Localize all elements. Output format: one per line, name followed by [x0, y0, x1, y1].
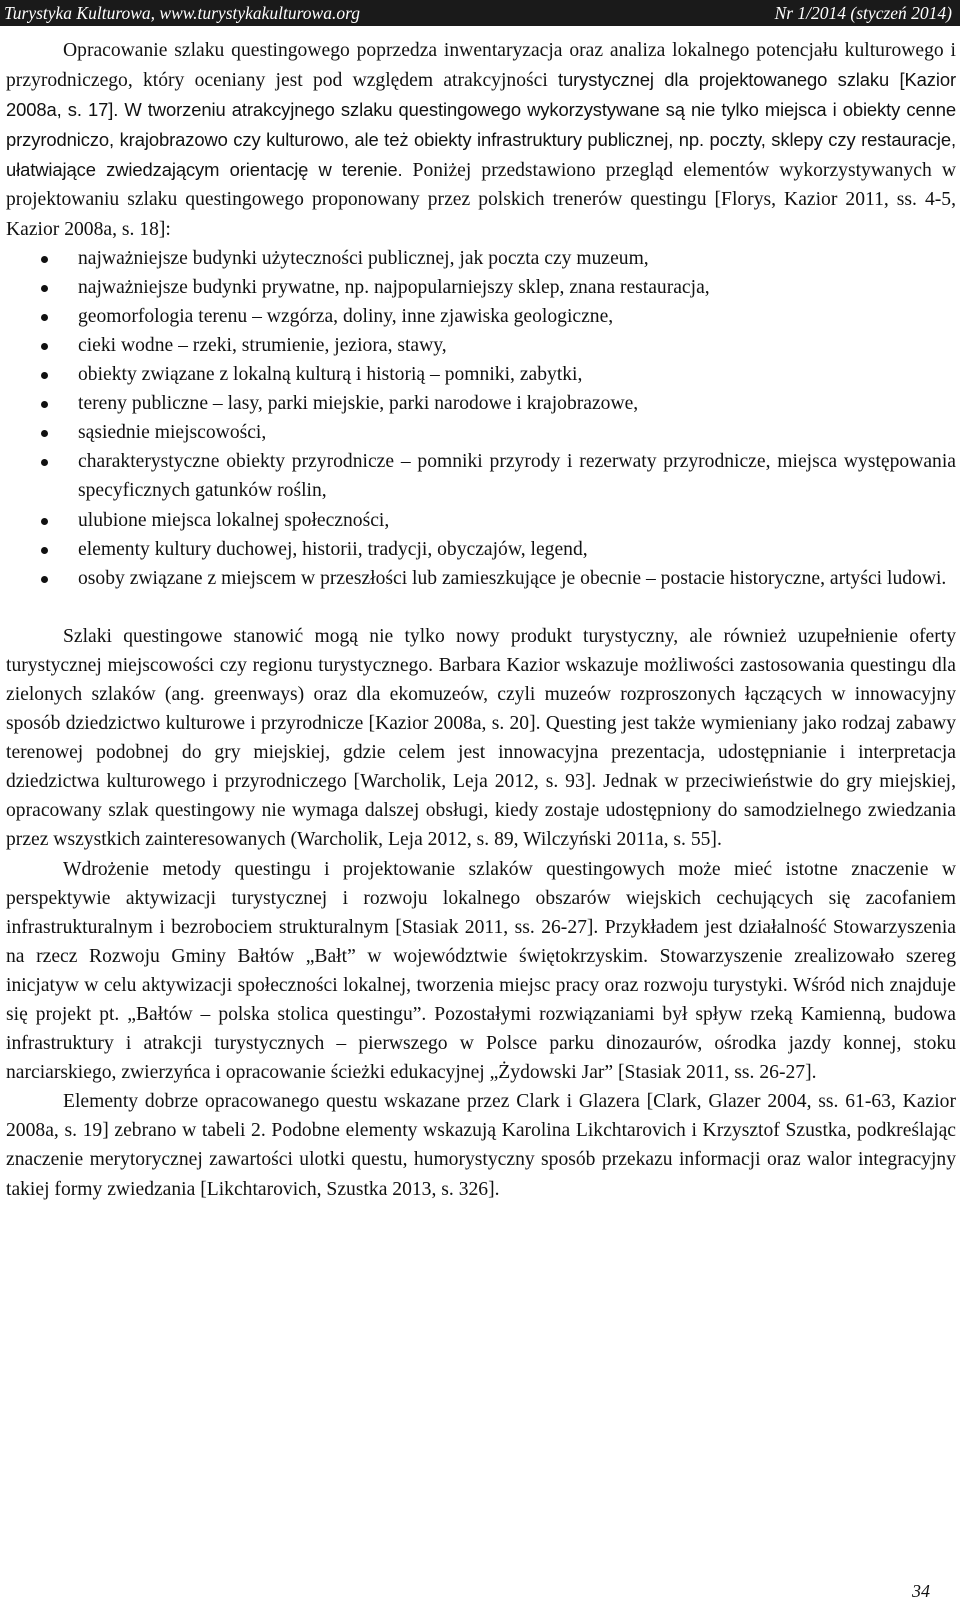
running-header [0, 0, 960, 26]
paragraph-questing-trails: Szlaki questingowe stanowić mogą nie tylko nowy produkt turystyczny, ale również uzupełnienie oferty turystycznej miejscowości czy regionu turystycznego. Barbara Kazior wskazuje możliwości zastosowania questingu dla zielonych szlaków (ang. greenways) oraz dla ekomuzeów, czyli muzeów rozproszonych łączących w innowacyjny sposób dziedzictwo kulturowe i przyrodnicze [Kazior 2008a, s. 20]. Questing jest także wymieniany jako rodzaj zabawy terenowej podobnej do gry miejskiej, gdzie celem jest innowacyjna prezentacja, udostępnianie i interpretacja dziedzictwa kulturowego i przyrodniczego [Warcholik, Leja 2012, s. 93]. Jednak w przeciwieństwie do gry miejskiej, opracowany szlak questingowy nie wymaga dalszej obsługi, kiedy zostaje udostępniony do samodzielnego zwiedzania przez wszystkich zainteresowanych (Warcholik, Leja 2012, s. 89, Wilczyński 2011a, s. 55]. [6, 625, 956, 851]
elements-list [6, 244, 956, 593]
paragraph-intro [6, 36, 956, 244]
bullet-icon [41, 459, 48, 466]
paragraph-intro-part-b: turystycznej dla projektowanego szlaku [Kazior 2008a, s. 17] [6, 69, 956, 121]
paragraph-implementation: Wdrożenie metody questingu i projektowanie szlaków questingowych może mieć istotne znaczenie w perspektywie aktywizacji turystycznej i rozwoju lokalnego obszarów wiejskich cechujących się zacofaniem infrastrukturalnym i bezrobociem strukturalnym [Stasiak 2011, ss. 26-27]. Przykładem jest działalność Stowarzyszenia na rzecz Rozwoju Gminy Bałtów „Bałt” w województwie świętokrzyskim. Stowarzyszenie zrealizowało szereg inicjatyw w celu aktywizacji społeczności lokalnej, tworzenia miejsc pracy oraz rozwoju turystyki. Wśród nich znajduje się projekt pt. „Bałtów – polska stolica questingu”. Pozostałymi rozwiązaniami był spływ rzeką Kamienną, budowa infrastruktury i atrakcji turystycznych – pierwszego w Polsce parku dinozaurów, ośrodka jazdy konnej, stoku narciarskiego, zwierzyńca i opracowanie ścieżki edukacyjnej „Żydowski Jar” [Stasiak 2011, ss. 26-27]. [6, 858, 956, 1084]
issue-label: Nr 1/2014 (styczeń 2014) [774, 3, 952, 23]
bullet-icon [41, 430, 48, 437]
list-item: sąsiednie miejscowości, [78, 418, 956, 447]
bullet-icon [41, 343, 48, 350]
list-item: geomorfologia terenu – wzgórza, doliny, inne zjawiska geologiczne, [78, 302, 956, 331]
list-item: obiekty związane z lokalną kulturą i historią – pomniki, zabytki, [78, 360, 956, 389]
list-item: osoby związane z miejscem w przeszłości lub zamieszkujące je obecnie – postacie historyczne, artyści ludowi. [78, 564, 956, 593]
bullet-icon [41, 372, 48, 379]
paragraph-quest-elements: Elementy dobrze opracowanego questu wskazane przez Clark i Glazera [Clark, Glazer 2004, ss. 61-63, Kazior 2008a, s. 19] zebrano w tabeli 2. Podobne elementy wskazują Karolina Likchtarovich i Krzysztof Szustka, podkreślając znaczenie merytorycznej zawartości ulotki questu, humorystyczny sposób przekazu informacji oraz walor integracyjny takiej formy zwiedzania [Likchtarovich, Szustka 2013, s. 326]. [6, 1091, 956, 1200]
paragraph-gap [6, 593, 956, 622]
list-item: ulubione miejsca lokalnej społeczności, [78, 506, 956, 535]
bullet-icon [41, 314, 48, 321]
paragraph-intro-part-d: Poniżej przedstawiono przegląd elementów wykorzystywanych w projektowaniu szlaku questingowego proponowany przez polskich trenerów questingu [Florys, Kazior 2011, ss. 4-5, Kazior 2008a, s. 18]: [6, 160, 956, 240]
bullet-icon [41, 576, 48, 583]
bullet-icon [41, 401, 48, 408]
bullet-icon [41, 285, 48, 292]
paragraph-intro-part-a: Opracowanie szlaku questingowego poprzedza inwentaryzacja oraz analiza lokalnego potencjału kulturowego i przyrodniczego, który oceniany jest pod względem atrakcyjności [6, 40, 956, 92]
list-item: najważniejsze budynki użyteczności publicznej, jak poczta czy muzeum, [78, 244, 956, 273]
page-number: 34 [912, 1581, 930, 1601]
bullet-icon [41, 518, 48, 525]
list-item: elementy kultury duchowej, historii, tradycji, obyczajów, legend, [78, 535, 956, 564]
paragraph-intro-part-c: . W tworzeniu atrakcyjnego szlaku questingowego wykorzystywane są nie tylko miejsca i obiekty cenne przyrodniczo, krajobrazowo czy kulturowo, ale też obiekty infrastruktury publicznej, np. poczty, sklepy czy restauracje, ułatwiające zwiedzającym orientację w terenie. [6, 99, 956, 181]
journal-title: Turystyka Kulturowa, www.turystykakulturowa.org [4, 3, 361, 23]
bullet-icon [41, 547, 48, 554]
bullet-icon [41, 256, 48, 263]
list-item: cieki wodne – rzeki, strumienie, jeziora, stawy, [78, 331, 956, 360]
list-item: najważniejsze budynki prywatne, np. najpopularniejszy sklep, znana restauracja, [78, 273, 956, 302]
list-item: tereny publiczne – lasy, parki miejskie, parki narodowe i krajobrazowe, [78, 389, 956, 418]
list-item: charakterystyczne obiekty przyrodnicze – pomniki przyrody i rezerwaty przyrodnicze, miejsca występowania specyficznych gatunków roślin, [78, 447, 956, 505]
article-body [6, 36, 956, 1204]
